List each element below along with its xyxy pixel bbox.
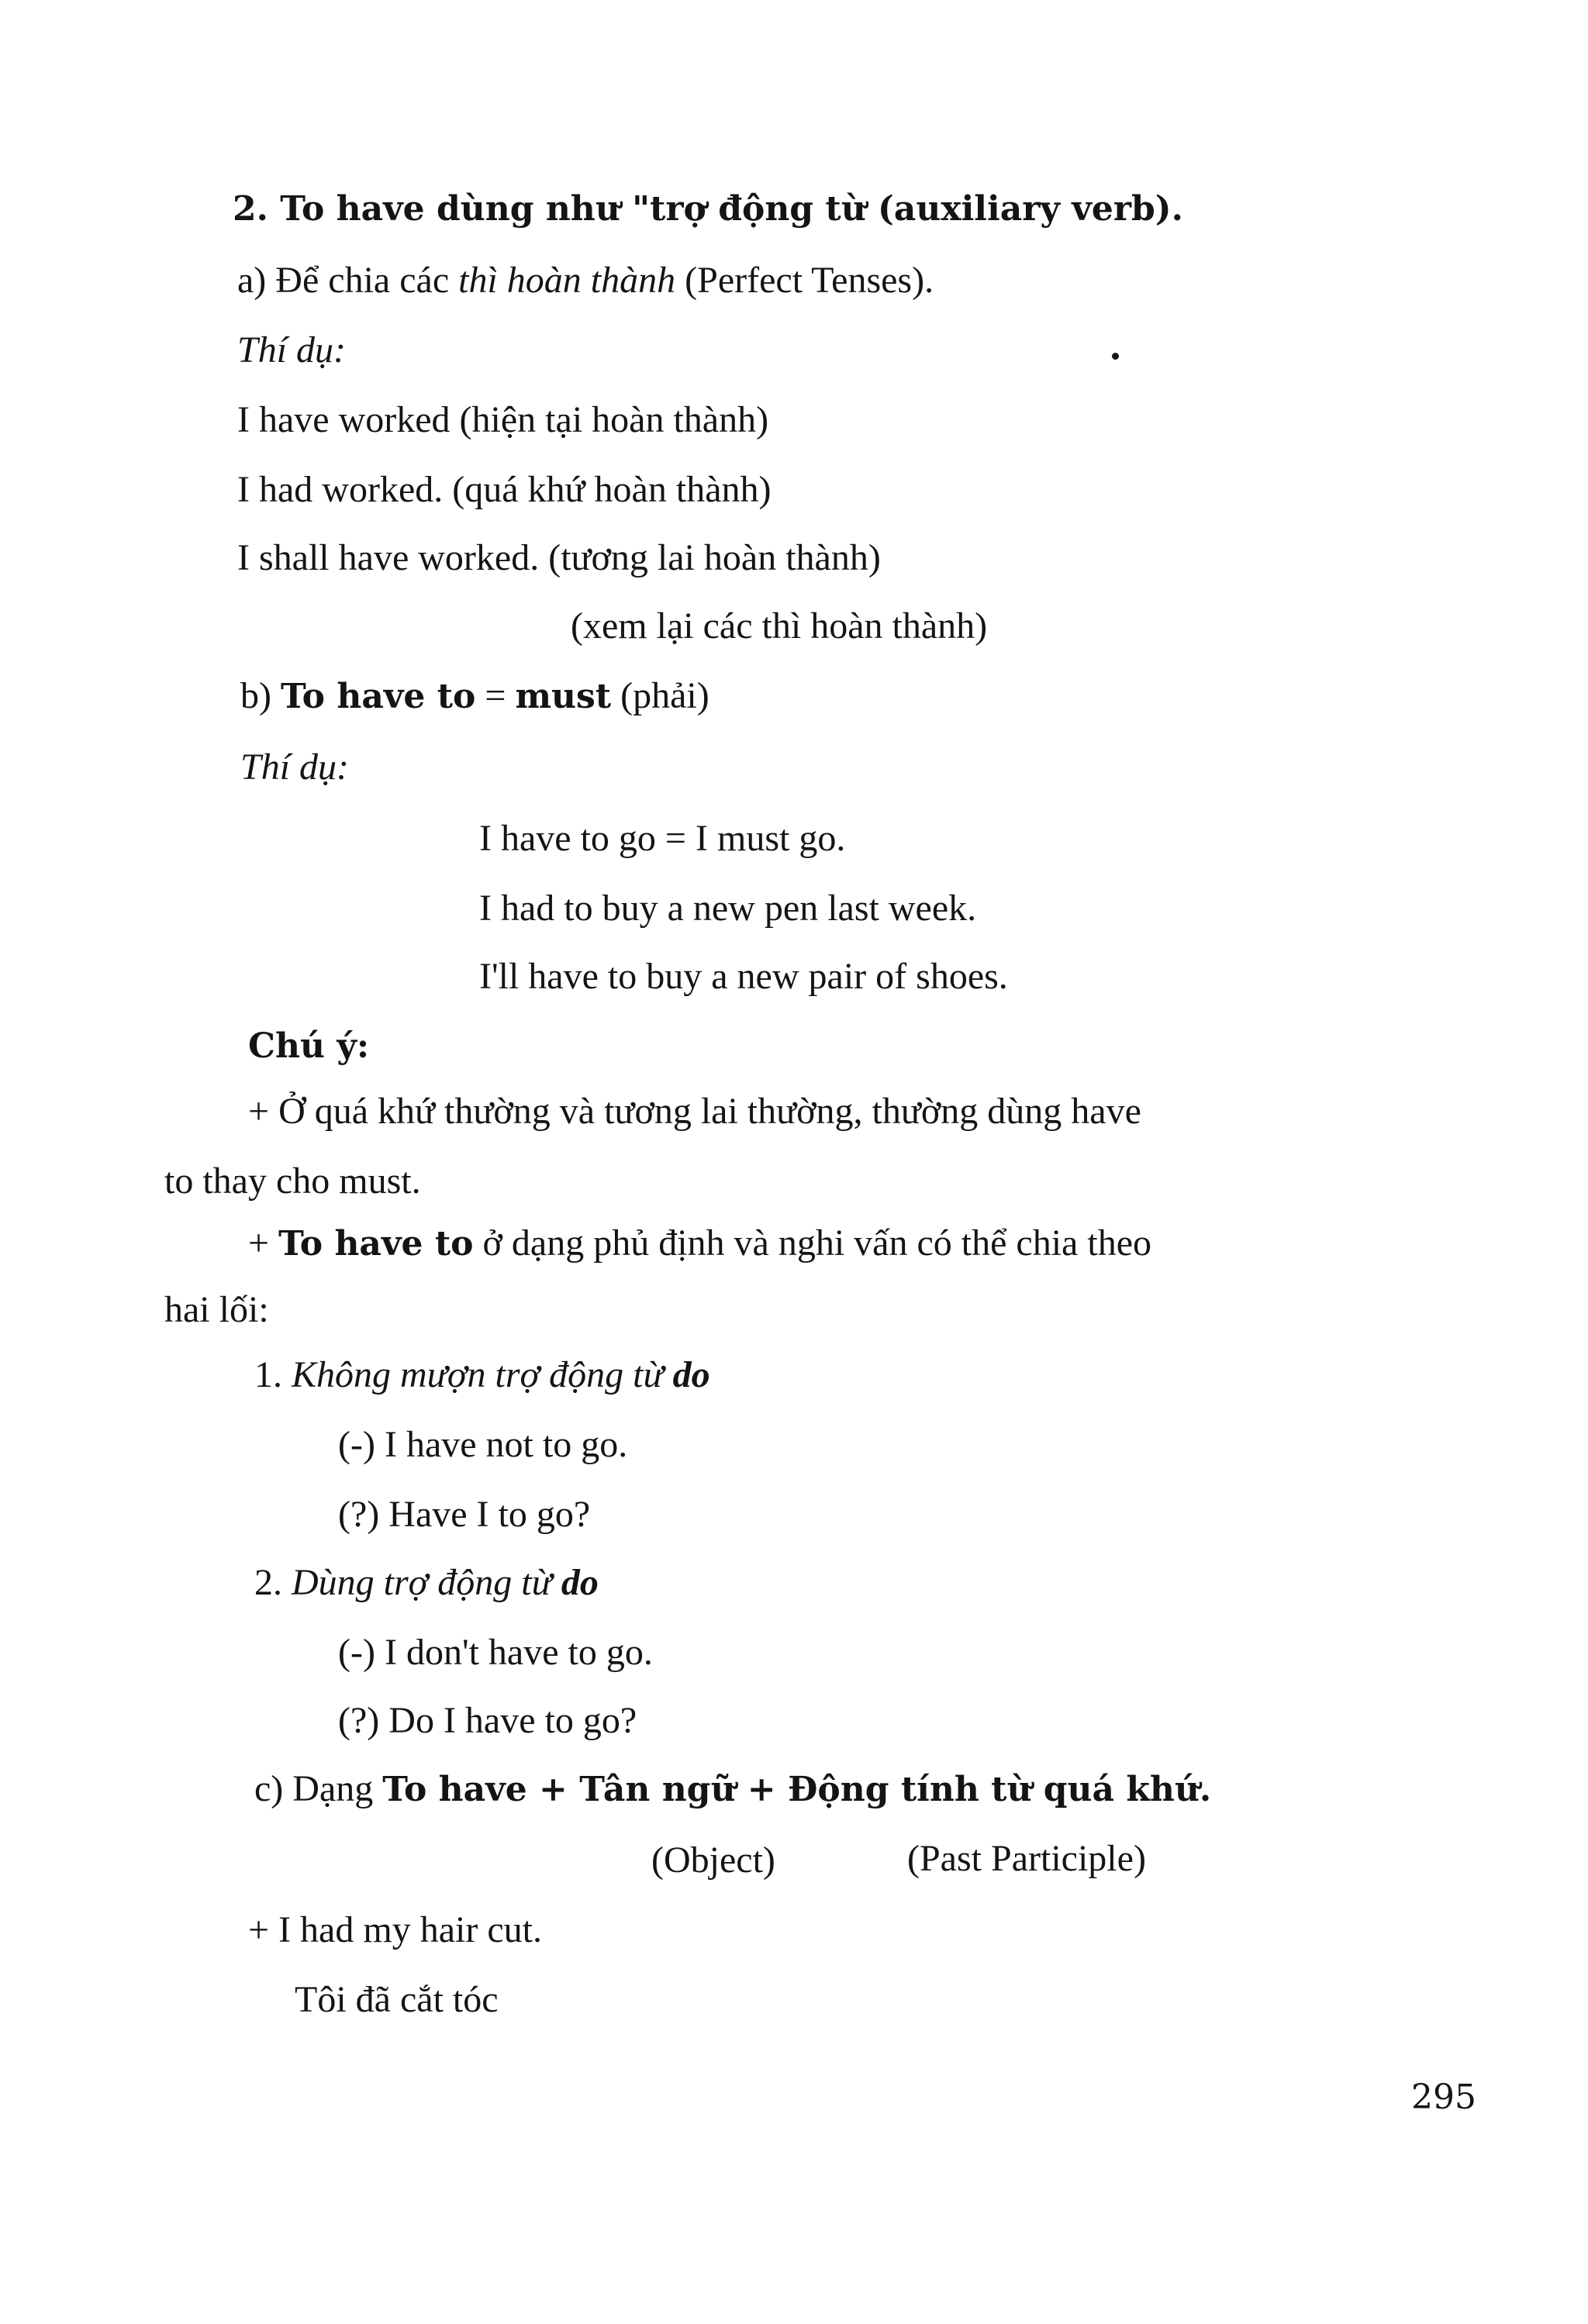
note-p2-line1: + To have to ở dạng phủ định và nghi vấn có thể chia theo (248, 1222, 1151, 1264)
note-p2-line2: hai lối: (164, 1289, 269, 1330)
note-label: Chú ý: (248, 1026, 370, 1066)
note-a: (xem lại các thì hoàn thành) (571, 605, 988, 647)
example-a-3: I shall have worked. (tương lai hoàn thành) (237, 537, 881, 578)
example-b-2: I had to buy a new pen last week. (479, 888, 977, 929)
part-a-line: a) Để chia các thì hoàn thành (Perfect Tenses). (237, 260, 934, 301)
example-b-3: I'll have to buy a new pair of shoes. (479, 956, 1008, 997)
stray-dot (1112, 353, 1119, 360)
example-label-a: Thí dụ: (237, 329, 347, 371)
example-a-1: I have worked (hiện tại hoàn thành) (237, 399, 769, 440)
page-number: 295 (1411, 2077, 1476, 2117)
option-1-example-1: (-) I have not to go. (338, 1424, 628, 1465)
option-1-example-2: (?) Have I to go? (338, 1494, 591, 1535)
object-label: (Object) (651, 1840, 775, 1881)
example-a-2: I had worked. (quá khứ hoàn thành) (237, 469, 772, 510)
option-1-heading: 1. Không mượn trợ động từ do (254, 1354, 710, 1395)
option-2-example-1: (-) I don't have to go. (338, 1632, 653, 1673)
example-c: + I had my hair cut. (248, 1909, 542, 1950)
note-p1-line1: + Ở quá khứ thường và tương lai thường, thường dùng have (248, 1091, 1141, 1132)
option-2-example-2: (?) Do I have to go? (338, 1700, 637, 1741)
part-c-line: c) Dạng To have + Tân ngữ + Động tính từ quá khứ. (254, 1768, 1212, 1809)
example-c-translation: Tôi đã cắt tóc (295, 1979, 499, 2020)
part-b-line: b) To have to = must (phải) (240, 675, 709, 716)
note-p1-line2: to thay cho must. (164, 1160, 421, 1202)
example-b-1: I have to go = I must go. (479, 818, 846, 859)
section-heading: 2. To have dùng như "trợ động từ (auxiliary verb). (233, 189, 1183, 229)
participle-label: (Past Participle) (907, 1838, 1146, 1879)
example-label-b: Thí dụ: (240, 747, 350, 788)
option-2-heading: 2. Dùng trợ động từ do (254, 1562, 599, 1603)
